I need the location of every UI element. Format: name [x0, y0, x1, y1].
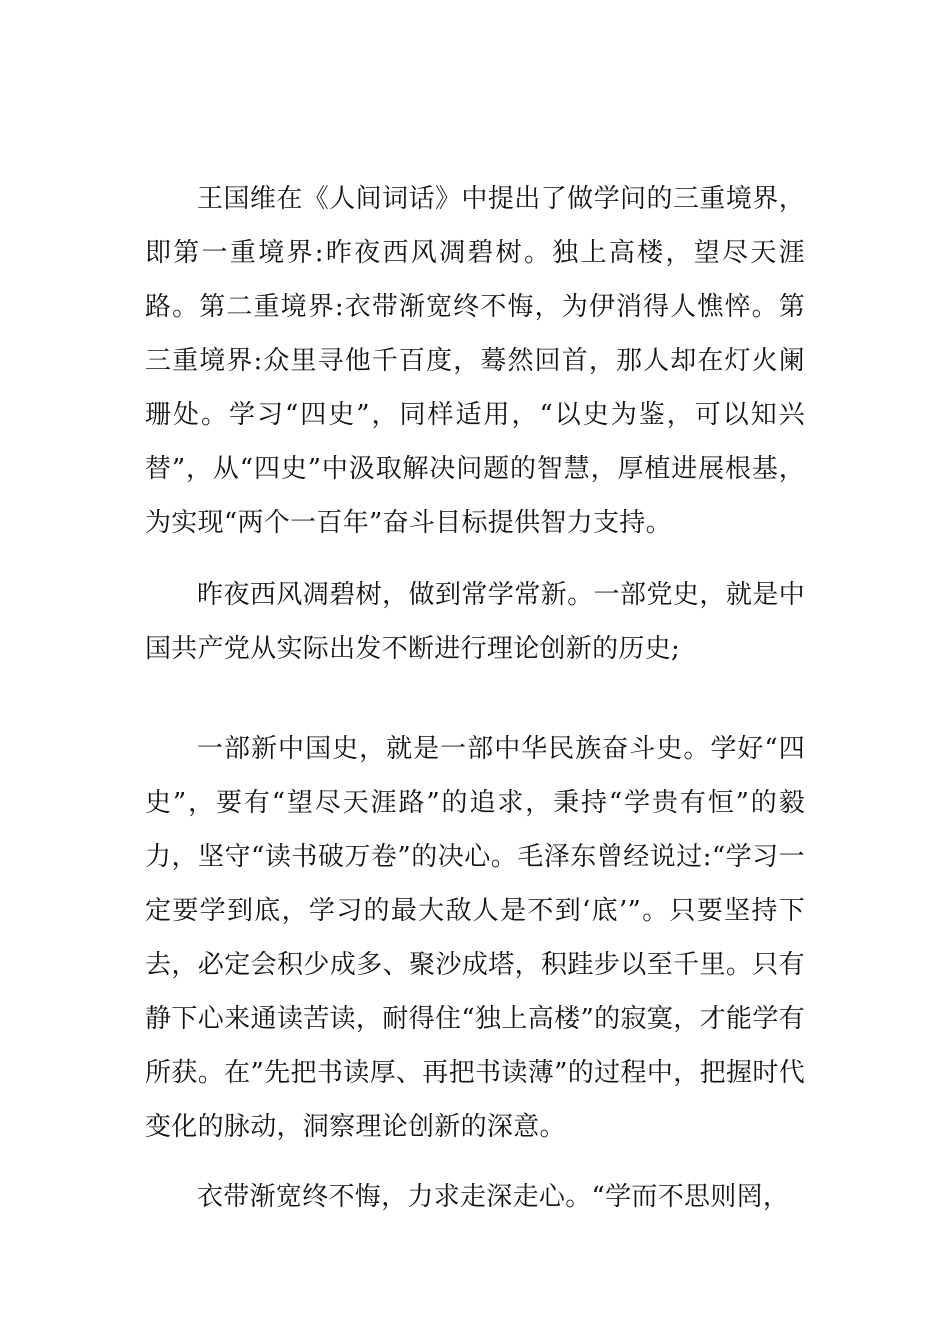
paragraph-new-china-history: 一部新中国史，就是一部中华民族奋斗史。学好“四史”，要有“望尽天涯路”的追求，秉持“学贵有恒”的毅力，坚守“读书破万卷”的决心。毛泽东曾经说过:“学习一定要学到底，学习的最大敌人是不到‘底’”。只要坚持下去，必定会积少成多、聚沙成塔，积跬步以至千里。只有静下心来通读苦读，耐得住“独上高楼”的寂寞，才能学有所获。在”先把书读厚、再把书读薄”的过程中，把握时代变化的脉动，洞察理论创新的深意。 [145, 734, 805, 1142]
paragraph-constant-learning: 昨夜西风凋碧树，做到常学常新。一部党史，就是中国共产党从实际出发不断进行理论创新的历史; [145, 580, 805, 664]
paragraph-three-realms: 王国维在《人间词话》中提出了做学问的三重境界，即第一重境界:昨夜西风凋碧树。独上高楼，望尽天涯路。第二重境界:衣带渐宽终不悔，为伊消得人憔悴。第三重境界:众里寻他千百度，蓦然回首，那人却在灯火阑珊处。学习“四史”，同样适用，“以史为鉴，可以知兴替”，从“四史”中汲取解决问题的智慧，厚植进展根基，为实现“两个一百年”奋斗目标提供智力支持。 [145, 184, 805, 538]
paragraph-study-deeply: 衣带渐宽终不悔，力求走深走心。“学而不思则罔， [197, 1182, 790, 1212]
